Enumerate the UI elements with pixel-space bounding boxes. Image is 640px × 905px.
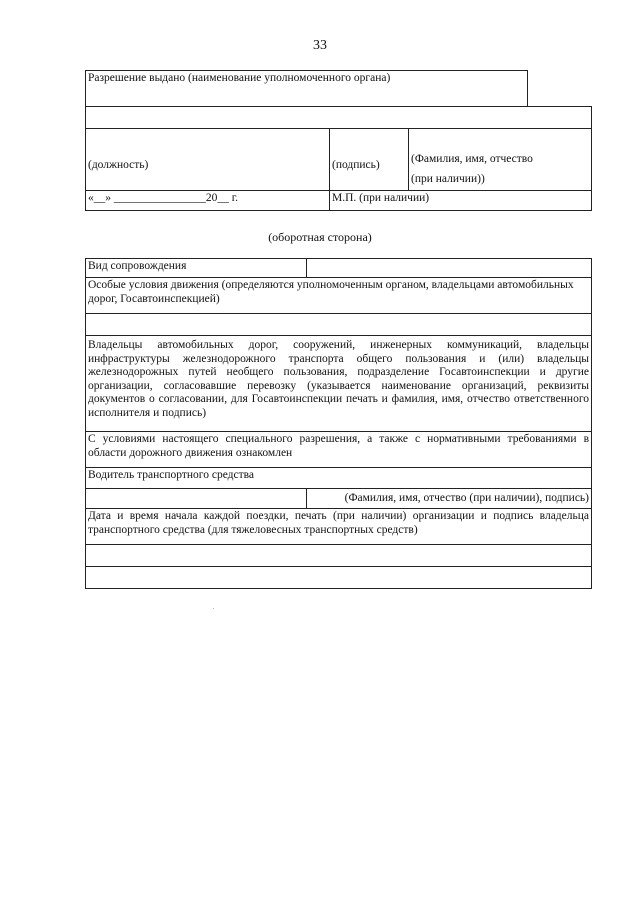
escort-type-value — [307, 259, 592, 278]
stamp-cell — [330, 191, 592, 211]
signature-cell — [330, 129, 409, 191]
driver-cell — [86, 468, 592, 489]
full-name-label-line1: (Фамилия, имя, отчество — [411, 153, 533, 165]
date-cell — [86, 191, 330, 211]
stamp-label: М.П. (при наличии) — [332, 192, 430, 204]
special-conditions-cell — [86, 278, 592, 314]
acknowledgement-label: С условиями настоящего специального разрешения, а также с нормативными требованиями в области дорожного движения ознакомлен — [88, 433, 589, 459]
signature-label: (подпись) — [332, 159, 380, 172]
driver-signature-cell — [307, 489, 592, 509]
trip-datetime-label: Дата и время начала каждой поездки, печать (при наличии) организации и подпись владельца транспортного средства (для тяжеловесных транспортных средств) — [88, 510, 589, 536]
blank-cell — [528, 71, 592, 107]
date-line: «__» ________________20__ г. — [88, 192, 239, 204]
trip-blank-row-1 — [86, 545, 592, 567]
escort-type-label: Вид сопровождения — [88, 260, 187, 272]
special-conditions-label: Особые условия движения (определяются уполномоченным органом, владельцами автомобильных дорог, Госавтоинспекцией) — [88, 279, 574, 305]
issued-by-cell — [86, 71, 528, 107]
position-label: (должность) — [88, 159, 149, 172]
driver-signature-label: (Фамилия, имя, отчество (при наличии), подпись) — [344, 491, 589, 504]
scan-mark — [213, 608, 214, 609]
issued-by-label: Разрешение выдано (наименование уполномоченного органа) — [88, 72, 391, 84]
position-cell — [86, 129, 330, 191]
trip-blank-row-2 — [86, 567, 592, 589]
reverse-side-caption: (оборотная сторона) — [268, 230, 372, 244]
blank-row — [86, 107, 592, 129]
permit-issuer-table — [85, 70, 592, 211]
full-name-label-line2: (при наличии)) — [411, 173, 485, 185]
driver-label: Водитель транспортного средства — [88, 469, 255, 481]
special-conditions-value — [86, 314, 592, 336]
escort-type-cell — [86, 259, 307, 278]
owners-cell — [86, 336, 592, 432]
owners-label: Владельцы автомобильных дорог, сооружений, инженерных коммуникаций, владельцы инфраструктуры железнодорожного транспорта общего пользования и (или) владельцы железнодорожных путей необщего пользования, подразделение Госавтоинспекции и другие организации, согласовавшие перевозку (указывается наименование организаций, реквизиты документов о согласовании, для Госавтоинспекции печать и фамилия, имя, отчество ответственного исполнителя и подпись) — [88, 339, 589, 419]
full-name-cell — [409, 129, 592, 191]
reverse-side-table — [85, 258, 592, 589]
driver-signature-blank — [86, 489, 307, 509]
page-number: 33 — [313, 38, 327, 53]
trip-datetime-cell — [86, 509, 592, 545]
acknowledgement-cell — [86, 432, 592, 468]
